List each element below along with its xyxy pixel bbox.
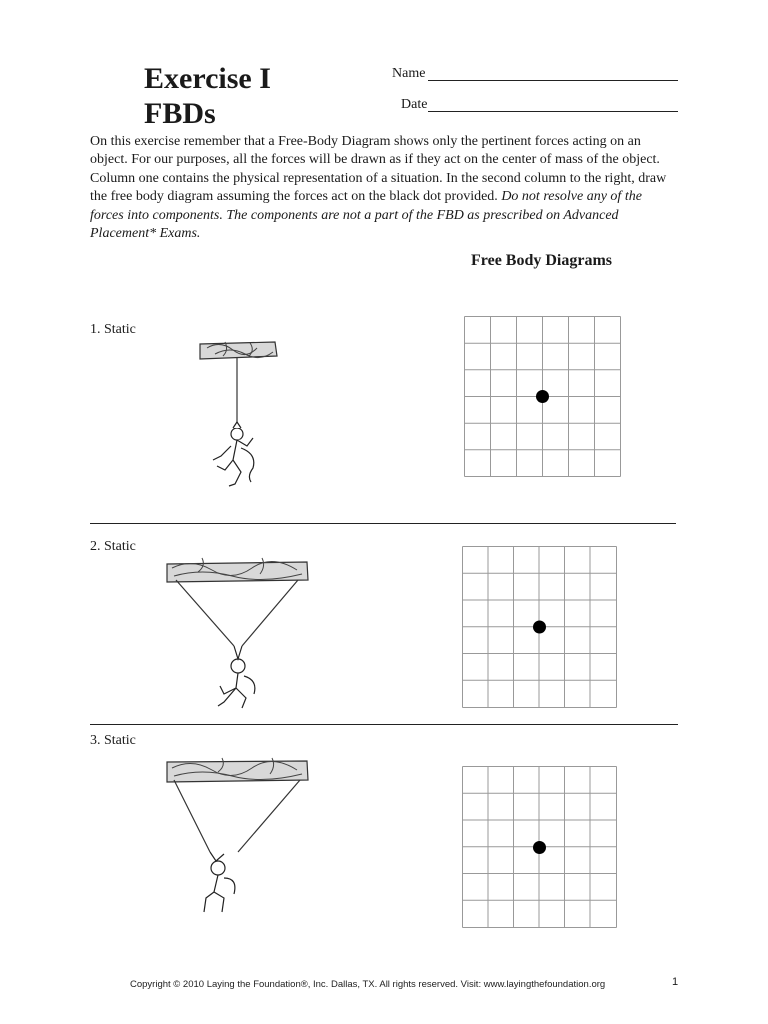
instructions-italic-text: Do not resolve any of the forces into components. The components are not a part of the FBD as prescribed on Advanced Placement* Exams.: [90, 189, 642, 242]
monkey-icon: [218, 646, 255, 708]
page-number: 1: [672, 976, 679, 988]
problem-3-label: 3. Static: [90, 733, 136, 748]
problem-1-label: 1. Static: [90, 322, 136, 337]
problem-1-fbd-grid[interactable]: [464, 316, 622, 477]
monkey-icon: [213, 422, 254, 486]
monkey-icon: [204, 852, 235, 912]
problem-2-fbd-grid[interactable]: [462, 546, 618, 708]
center-of-mass-dot: [533, 841, 546, 854]
problem-2-illustration: [162, 556, 312, 714]
date-label: Date: [401, 97, 428, 112]
center-of-mass-dot: [536, 390, 549, 403]
name-field-line[interactable]: [428, 80, 678, 81]
instructions-text: On this exercise remember that a Free-Body Diagram shows only the pertinent forces acting on an object. For our purposes, all the forces will be drawn as if they act on the center of mass of the object. Column one contains the physical representation of a situation. In the second column to the right, draw the free body diagram assuming the forces act on the black dot provided.: [90, 134, 667, 205]
divider-2: [90, 724, 678, 725]
title-line-2: FBDs: [144, 97, 216, 130]
date-field-line[interactable]: [428, 111, 678, 112]
copyright-footer: Copyright © 2010 Laying the Foundation®, Inc. Dallas, TX. All rights reserved. Visit: www.layingthefoundation.org: [130, 979, 606, 990]
problem-3-illustration: [162, 756, 312, 916]
title-line-1: Exercise I: [144, 62, 271, 95]
problem-3-fbd-grid[interactable]: [462, 766, 618, 928]
divider-1: [90, 523, 676, 524]
center-of-mass-dot: [533, 621, 546, 634]
fbd-column-heading: Free Body Diagrams: [471, 252, 613, 269]
vine-icon: [174, 780, 300, 852]
name-label: Name: [392, 66, 426, 81]
instructions-paragraph: [90, 133, 670, 243]
vine-icon: [176, 580, 298, 646]
problem-1-illustration: [195, 336, 285, 492]
problem-2-label: 2. Static: [90, 539, 136, 554]
